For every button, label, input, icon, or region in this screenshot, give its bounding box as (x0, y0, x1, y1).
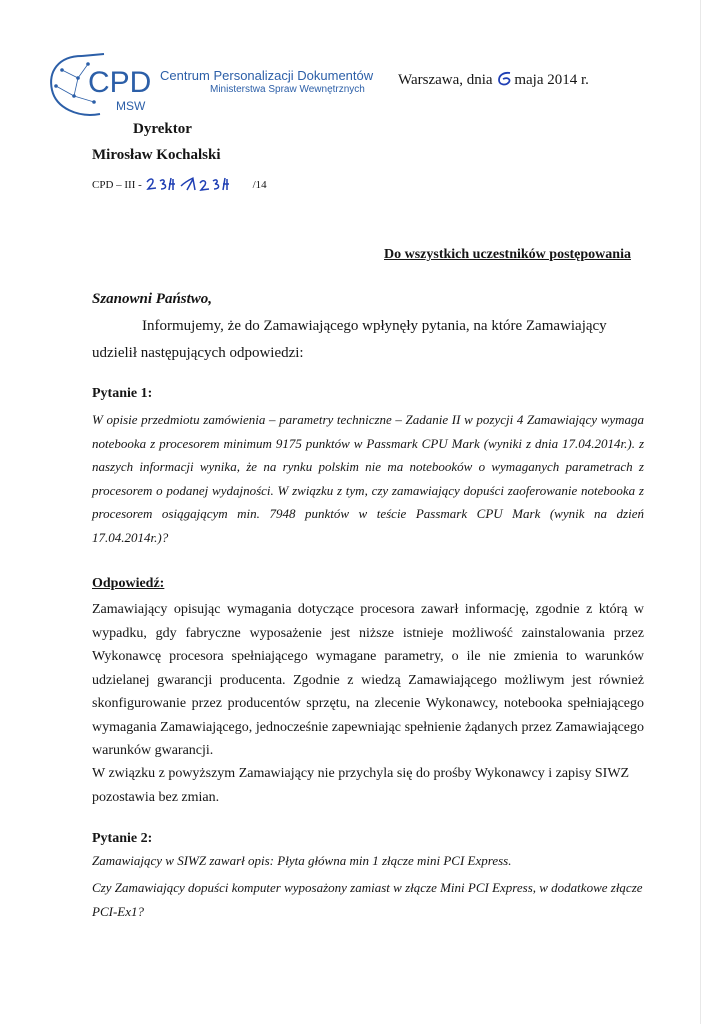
answer-1-conclusion: W związku z powyższym Zamawiający nie przychyla się do prośby Wykonawcy i zapisy SIWZ pozostawia bez zmian. (92, 766, 630, 805)
question-1-heading: Pytanie 1: (92, 386, 153, 401)
scan-edge (700, 0, 701, 1024)
org-name: Centrum Personalizacji Dokumentów (160, 68, 374, 83)
answer-1-text: Zamawiający opisując wymagania dotyczące procesora zawarł informację, zgodnie z którą w wypadku, gdy fabryczne wyposażenie jest niższe istnieje możliwość zainstalowania przez Wykonawcę procesora spełniającego wymagane parametry, o ile nie zmienia to warunków udzielanej gwarancji producenta. Zgodnie z wiedzą Zamawiającego możliwym jest również skonfigurowanie przez producentów sprzętu, na zlecenie Wykonawcy, notebooka spełniającego wymagania Zamawiającego, jednocześnie zapewniając spełnienie żądanych przez Zamawiającego warunków gwarancji. (92, 602, 644, 758)
question-2-line-1: Zamawiający w SIWZ zawarł opis: Płyta główna min 1 złącze mini PCI Express. (92, 853, 512, 868)
answer-1-heading: Odpowiedź: (92, 576, 165, 591)
intro-paragraph: Informujemy, że do Zamawiającego wpłynęły pytania, na które Zamawiający udzielił następujących odpowiedzi: (92, 318, 607, 361)
cpd-logo-icon (44, 50, 162, 122)
date-suffix: maja 2014 r. (514, 72, 589, 88)
date-prefix: Warszawa, dnia (398, 72, 493, 88)
question-2-line-2: Czy Zamawiający dopuści komputer wyposażony zamiast w złącze Mini PCI Express, w dodatkowe złącze PCI-Ex1? (92, 880, 643, 919)
ref-prefix: CPD – III - (92, 179, 142, 191)
logo-msw-text: MSW (116, 99, 146, 113)
reference-number (92, 176, 267, 192)
org-subtitle: Ministerstwa Spraw Wewnętrznych (210, 84, 365, 95)
recipient-line: Do wszystkich uczestników postępowania (384, 247, 631, 262)
question-2-heading: Pytanie 2: (92, 831, 153, 846)
handwritten-day-icon (496, 71, 514, 87)
ref-suffix: /14 (252, 179, 267, 191)
sender-name: Mirosław Kochalski (92, 147, 221, 163)
handwritten-ref-icon (145, 176, 253, 192)
logo-cpd-text: CPD (88, 66, 152, 99)
question-1-text: W opisie przedmiotu zamówienia – parametry techniczne – Zadanie II w pozycji 4 Zamawiający wymaga notebooka z procesorem minimum 9175 punktów w Passmark CPU Mark (wyniki z dnia 17.04.2014r.). z naszych informacji wynika, że na rynku polskim nie ma notebooków o wymaganych parametrach z procesorem o podanej wydajności. W związku z tym, czy zamawiający dopuści zaoferowanie notebooka z procesorem osiągającym min. 7948 punktów w teście Passmark CPU Mark (wynik na dzień 17.04.2014r.)? (92, 412, 644, 545)
sender-title: Dyrektor (133, 121, 192, 137)
salutation: Szanowni Państwo, (92, 291, 213, 307)
date-line (398, 71, 589, 89)
